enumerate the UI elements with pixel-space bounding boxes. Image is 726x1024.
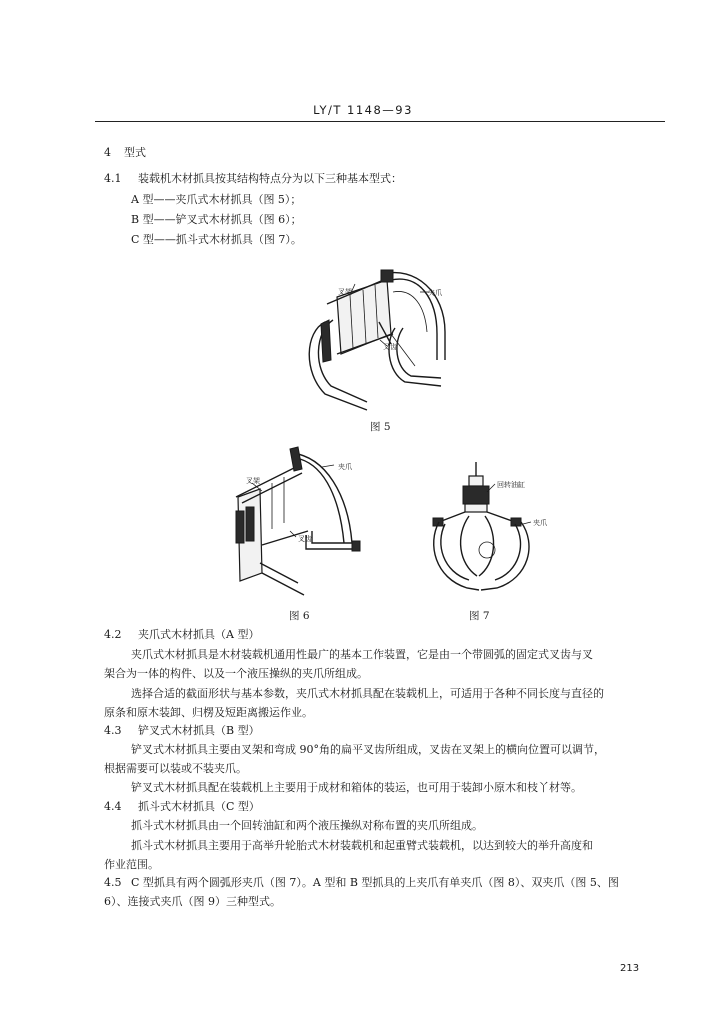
figure-6-caption: 图 6	[289, 610, 310, 622]
figure-6-label-fork-teeth: 叉齿	[298, 535, 312, 543]
clause-4-2-number: 4.2	[104, 628, 122, 641]
figure-5-label-clamp-arm: 夹爪	[428, 289, 442, 297]
clause-4-4-line: 抓斗式木材抓具由一个回转油缸和两个液压操纵对称布置的夹爪所组成。	[131, 819, 483, 832]
figure-5-caption: 图 5	[370, 421, 391, 433]
header-rule	[95, 121, 665, 122]
figure-6-label-clamp-arm: 夹爪	[338, 463, 352, 471]
clause-4-2-line: 选择合适的截面形状与基本参数，夹爪式木材抓具配在装载机上，可适用于各种不同长度与直径的	[131, 687, 604, 700]
figure-6-label-fork-frame: 叉架	[246, 477, 260, 485]
figure-7-caption: 图 7	[469, 610, 490, 622]
section-4-number: 4	[104, 146, 111, 159]
section-4-title: 型式	[124, 146, 146, 159]
clause-4-3-line: 铲叉式木材抓具主要由叉架和弯成 90°角的扁平叉齿所组成，叉齿在叉架上的横向位置可以调节，	[131, 743, 605, 756]
clause-4-2-line: 夹爪式木材抓具是木材装载机通用性最广的基本工作装置，它是由一个带圆弧的固定式叉齿与叉	[131, 648, 593, 661]
figure-7-label-rotary-cylinder: 回转油缸	[497, 481, 525, 489]
clause-4-4-number: 4.4	[104, 800, 122, 813]
clause-4-2-line: 架合为一体的构件、以及一个液压操纵的夹爪所组成。	[104, 667, 368, 680]
figure-5-label-fork-frame: 叉架	[338, 288, 352, 296]
figure-5-drawing	[295, 262, 465, 412]
page-number: 213	[620, 963, 640, 974]
clause-4-2-title: 夹爪式木材抓具（A 型）	[138, 628, 260, 641]
type-b-line: B 型——铲叉式木材抓具（图 6）；	[131, 213, 302, 226]
clause-4-4-line: 作业范围。	[104, 858, 159, 871]
clause-4-5-number: 4.5	[104, 876, 122, 889]
figure-5-label-fork-teeth: 叉齿	[383, 343, 397, 351]
clause-4-3-title: 铲叉式木材抓具（B 型）	[138, 724, 260, 737]
figure-7-label-clamp-arm: 夹爪	[533, 519, 547, 527]
clause-4-3-line: 铲叉式木材抓具配在装载机上主要用于成材和箱体的装运，也可用于装卸小原木和枝丫材等。	[131, 781, 582, 794]
clause-4-4-line: 抓斗式木材抓具主要用于高举升轮胎式木材装载机和起重臂式装载机，以达到较大的举升高度和	[131, 839, 593, 852]
clause-4-2-line: 原条和原木装卸、归楞及短距离搬运作业。	[104, 706, 313, 719]
type-c-line: C 型——抓斗式木材抓具（图 7）。	[131, 233, 302, 246]
clause-4-1-text: 装载机木材抓具按其结构特点分为以下三种基本型式：	[138, 172, 402, 185]
figure-7-drawing	[425, 460, 545, 600]
type-a-line: A 型——夹爪式木材抓具（图 5）；	[131, 193, 302, 206]
clause-4-5-line: 6）、连接式夹爪（图 9）三种型式。	[104, 895, 281, 908]
clause-4-5-line: C 型抓具有两个圆弧形夹爪（图 7）。A 型和 B 型抓具的上夹爪有单夹爪（图 8）、双夹爪（图 5、图	[131, 876, 619, 889]
clause-4-3-number: 4.3	[104, 724, 122, 737]
page-header: LY/T 1148—93	[313, 103, 413, 117]
clause-4-4-title: 抓斗式木材抓具（C 型）	[138, 800, 260, 813]
clause-4-3-line: 根据需要可以装或不装夹爪。	[104, 762, 247, 775]
clause-4-1-number: 4.1	[104, 172, 122, 185]
